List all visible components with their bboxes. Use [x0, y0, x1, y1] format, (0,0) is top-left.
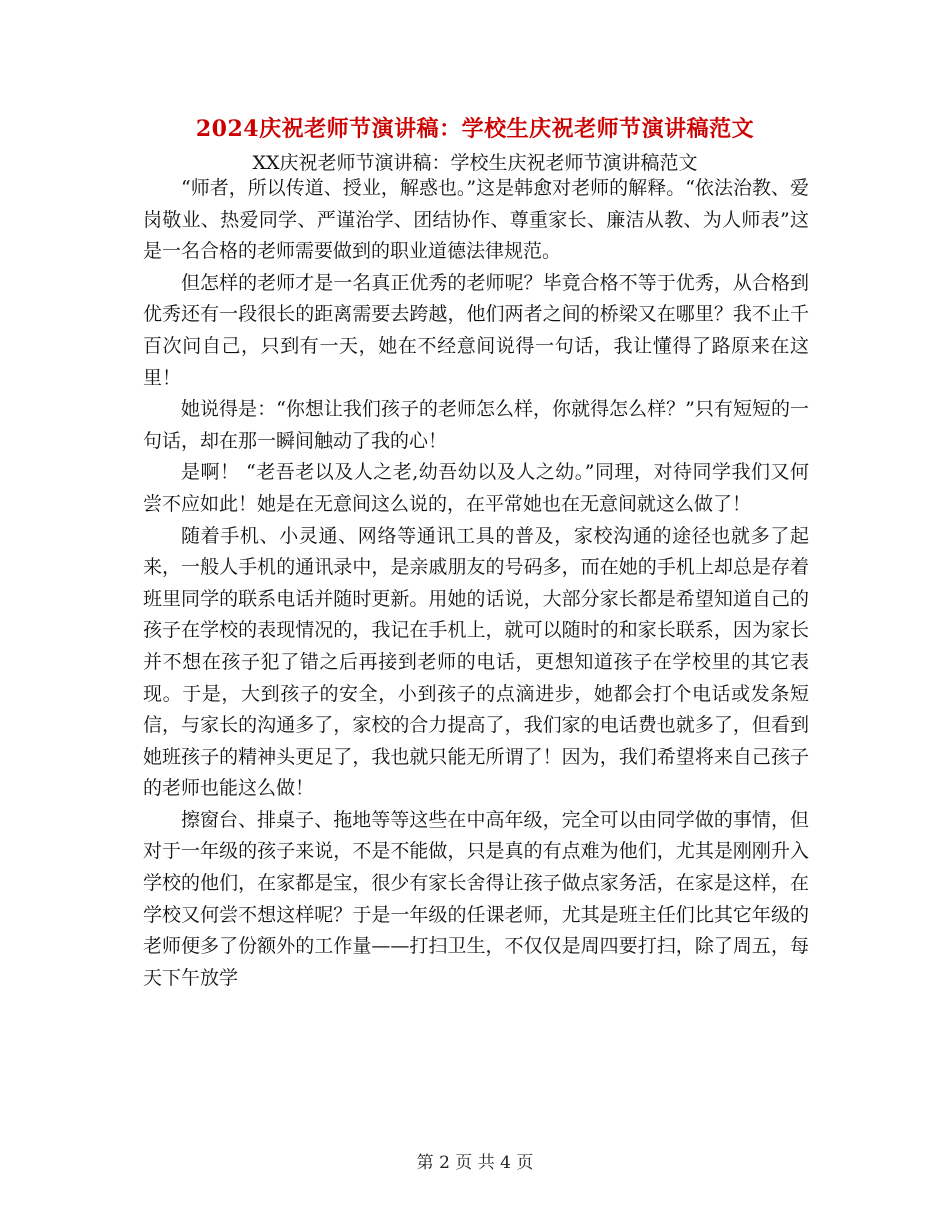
paragraph: 她说得是：“你想让我们孩子的老师怎么样，你就得怎么样？”只有短短的一句话，却在那一瞬间触动了我的心！	[143, 398, 809, 452]
page-number-footer: 第 2 页 共 4 页	[416, 1153, 534, 1173]
paragraph: 擦窗台、排桌子、拖地等等这些在中高年级，完全可以由同学做的事情，但对于一年级的孩子来说，不是不能做，只是真的有点难为他们，尤其是刚刚升入学校的他们，在家都是宝，很少有家长舍得让孩子做点家务活，在家是这样，在学校又何尝不想这样呢？于是一年级的任课老师，尤其是班主任们比其它年级的老师便多了份额外的工作量——打扫卫生，不仅仅是周四要打扫，除了周五，每天下午放学	[143, 808, 809, 989]
paragraph: 是啊！ “老吾老以及人之老,幼吾幼以及人之幼。”同理，对待同学我们又何尝不应如此！她是在无意间这么说的，在平常她也在无意间就这么做了！	[143, 461, 809, 515]
paragraph: 但怎样的老师才是一名真正优秀的老师呢？毕竟合格不等于优秀，从合格到优秀还有一段很长的距离需要去跨越，他们两者之间的桥梁又在哪里？我不止千百次问自己，只到有一天，她在不经意间说得一句话，我让懂得了路原来在这里！	[143, 271, 809, 389]
document-title: 2024庆祝老师节演讲稿：学校生庆祝老师节演讲稿范文	[195, 116, 755, 142]
paragraph: “师者，所以传道、授业，解惑也。”这是韩愈对老师的解释。“依法治教、爱岗敬业、热爱同学、严谨治学、团结协作、尊重家长、廉洁从教、为人师表”这是一名合格的老师需要做到的职业道德法律规范。	[143, 177, 809, 263]
document-subtitle: XX庆祝老师节演讲稿：学校生庆祝老师节演讲稿范文	[252, 152, 698, 174]
document-body	[143, 173, 809, 994]
paragraph: 随着手机、小灵通、网络等通讯工具的普及，家校沟通的途径也就多了起来，一般人手机的通讯录中，是亲戚朋友的号码多，而在她的手机上却总是存着班里同学的联系电话并随时更新。用她的话说，大部分家长都是希望知道自己的孩子在学校的表现情况的，我记在手机上，就可以随时的和家长联系，因为家长并不想在孩子犯了错之后再接到老师的电话，更想知道孩子在学校里的其它表现。于是，大到孩子的安全，小到孩子的点滴进步，她都会打个电话或发条短信，与家长的沟通多了，家校的合力提高了，我们家的电话费也就多了，但看到她班孩子的精神头更足了，我也就只能无所谓了！因为，我们希望将来自己孩子的老师也能这么做！	[143, 524, 809, 800]
